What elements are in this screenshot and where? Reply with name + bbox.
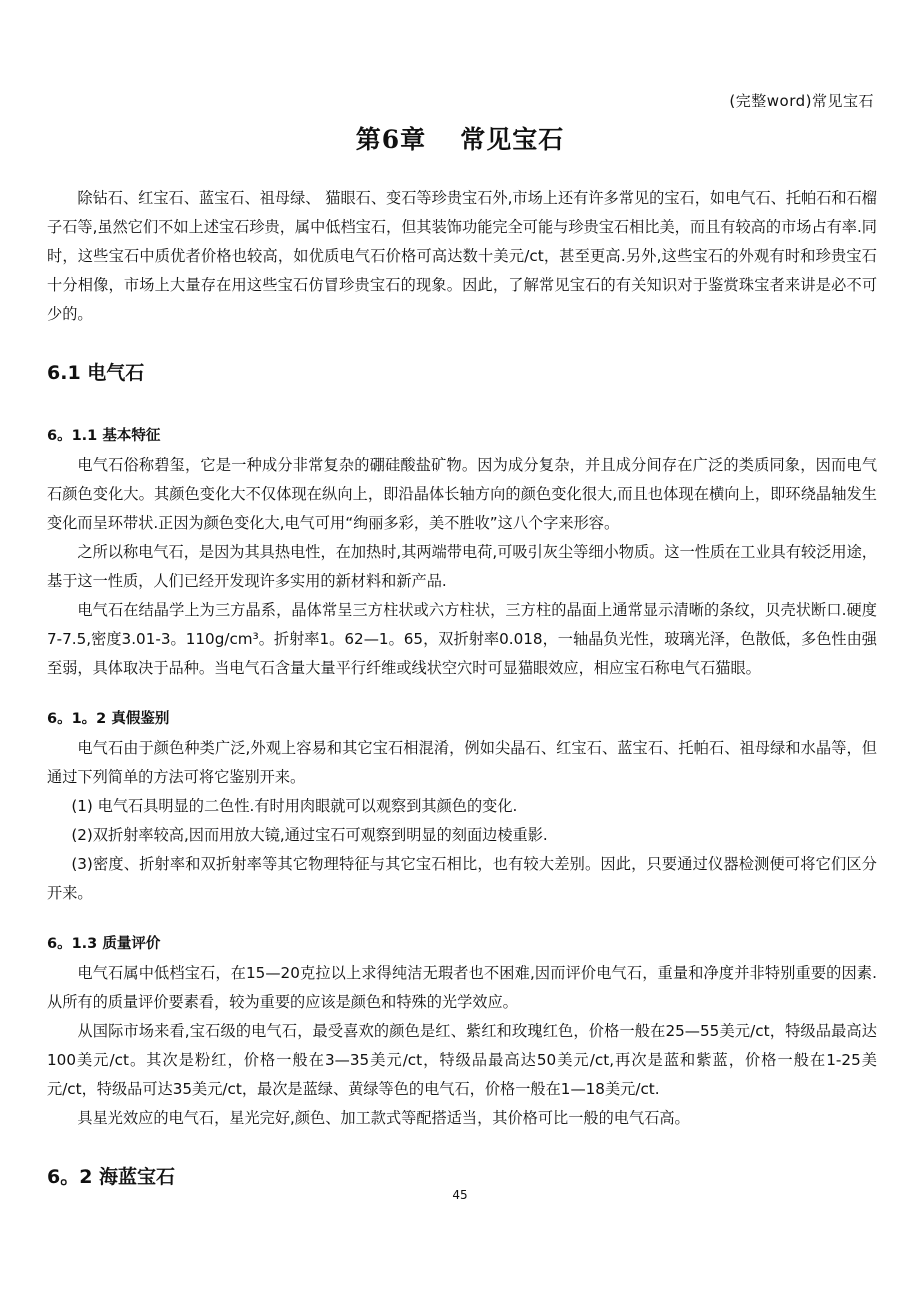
- paragraph: 从国际市场来看,宝石级的电气石，最受喜欢的颜色是红、紫红和玫瑰红色，价格一般在25—55美元/ct，特级品最高达100美元/ct。其次是粉红，价格一般在3—35美元/ct，特级品最高达50美元/ct,再次是蓝和紫蓝，价格一般在1-25美元/ct，特级品可达35美元/ct，最次是蓝绿、黄绿等色的电气石，价格一般在1—18美元/ct.: [47, 1022, 877, 1098]
- chapter-name: 常见宝石: [460, 125, 565, 154]
- intro-paragraph: 除钻石、红宝石、蓝宝石、祖母绿、 猫眼石、变石等珍贵宝石外,市场上还有许多常见的宝石，如电气石、托帕石和石榴子石等,虽然它们不如上述宝石珍贵，属中低档宝石，但其装饰功能完全可能与珍贵宝石相比美，而且有较高的市场占有率.同时，这些宝石中质优者价格也较高，如优质电气石价格可高达数十美元/ct，甚至更高.另外,这些宝石的外观有时和珍贵宝石十分相像，市场上大量存在用这些宝石仿冒珍贵宝石的现象。因此，了解常见宝石的有关知识对于鉴赏珠宝者来讲是必不可少的。: [47, 189, 877, 323]
- paragraph: 之所以称电气石，是因为其具热电性，在加热时,其两端带电荷,可吸引灰尘等细小物质。这一性质在工业具有较泛用途，基于这一性质，人们已经开发现许多实用的新材料和新产品.: [47, 543, 877, 590]
- chapter-title: [0, 120, 920, 156]
- section-heading-6-1: 6.1 电气石: [47, 362, 145, 384]
- running-header: (完整word)常见宝石: [729, 92, 874, 110]
- page-number: 45: [452, 1188, 468, 1202]
- paragraph: 电气石属中低档宝石，在15—20克拉以上求得纯洁无瑕者也不困难,因而评价电气石，重量和净度并非特别重要的因素.从所有的质量评价要素看，较为重要的应该是颜色和特殊的光学效应。: [47, 964, 877, 1011]
- document-body: [47, 184, 877, 1192]
- list-item: (1) 电气石具明显的二色性.有时用肉眼就可以观察到其颜色的变化.: [71, 797, 518, 815]
- paragraph: 电气石由于颜色种类广泛,外观上容易和其它宝石相混淆，例如尖晶石、红宝石、蓝宝石、托帕石、祖母绿和水晶等，但通过下列简单的方法可将它鉴别开来。: [47, 739, 877, 786]
- list-item: (3)密度、折射率和双折射率等其它物理特征与其它宝石相比，也有较大差别。因此，只要通过仪器检测便可将它们区分开来。: [47, 855, 877, 902]
- subsection-heading-6-1-2: 6。1。2 真假鉴别: [47, 711, 170, 727]
- chapter-number: 第6章: [355, 125, 427, 154]
- paragraph: 电气石俗称碧玺，它是一种成分非常复杂的硼硅酸盐矿物。因为成分复杂，并且成分间存在广泛的类质同象，因而电气石颜色变化大。其颜色变化大不仅体现在纵向上，即沿晶体长轴方向的颜色变化很大,而且也体现在横向上，即环绕晶轴发生变化而呈环带状.正因为颜色变化大,电气可用“绚丽多彩，美不胜收”这八个字来形容。: [47, 456, 877, 532]
- paragraph: 电气石在结晶学上为三方晶系，晶体常呈三方柱状或六方柱状，三方柱的晶面上通常显示清晰的条纹，贝壳状断口.硬度7-7.5,密度3.01-3。110g/cm³。折射率1。62—1。65，双折射率0.018，一轴晶负光性，玻璃光泽，色散低，多色性由强至弱，具体取决于品种。当电气石含量大量平行纤维或线状空穴时可显猫眼效应，相应宝石称电气石猫眼。: [47, 601, 877, 677]
- section-heading-6-2: 6。2 海蓝宝石: [47, 1166, 176, 1188]
- subsection-heading-6-1-1: 6。1.1 基本特征: [47, 428, 161, 444]
- subsection-heading-6-1-3: 6。1.3 质量评价: [47, 936, 161, 952]
- paragraph: 具星光效应的电气石，星光完好,颜色、加工款式等配搭适当，其价格可比一般的电气石高。: [77, 1109, 690, 1127]
- list-item: (2)双折射率较高,因而用放大镜,通过宝石可观察到明显的刻面边棱重影.: [71, 826, 548, 844]
